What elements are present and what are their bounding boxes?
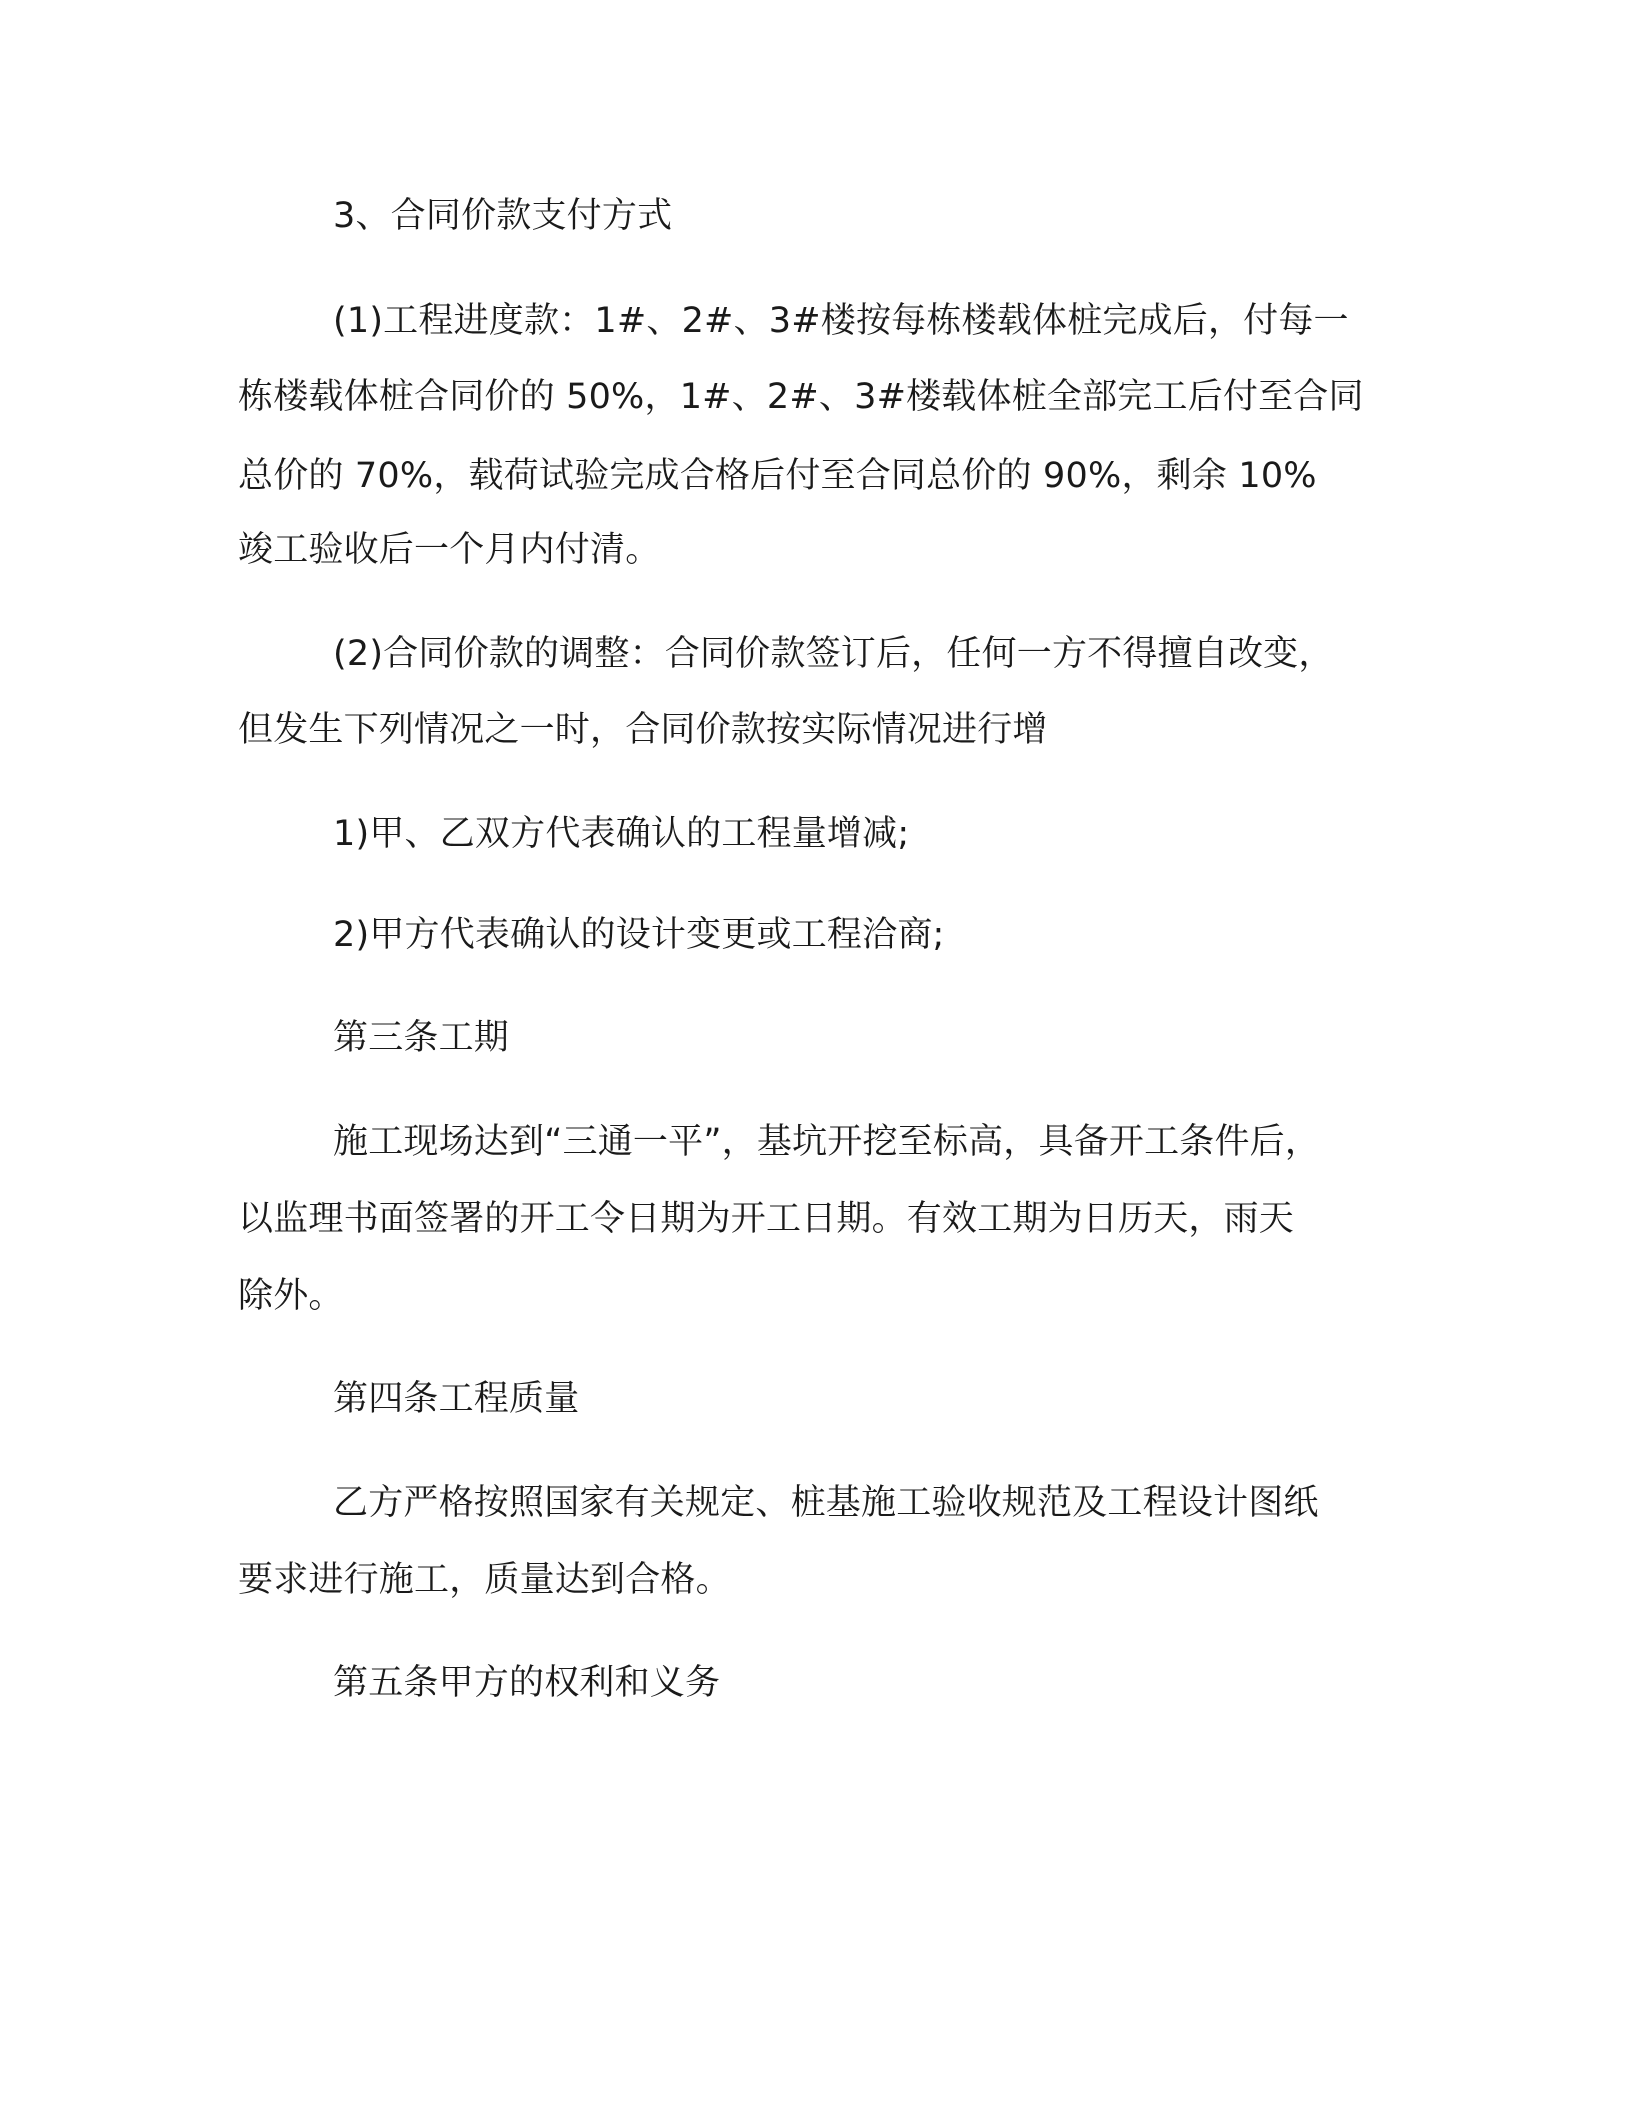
paragraph-schedule-line-3: 除外。 [238,1276,344,1316]
heading-article-3-schedule: 第三条工期 [333,1018,510,1058]
paragraph-progress-payment-line-4: 竣工验收后一个月内付清。 [238,530,661,570]
list-item-design-change: 2)甲方代表确认的设计变更或工程洽商; [333,915,945,955]
paragraph-quality-line-2: 要求进行施工，质量达到合格。 [238,1560,731,1600]
paragraph-progress-payment-line-1: (1)工程进度款：1#、2#、3#楼按每栋楼载体桩完成后，付每一 [333,301,1349,341]
heading-article-4-quality: 第四条工程质量 [333,1379,580,1419]
paragraph-schedule-line-1: 施工现场达到“三通一平”，基坑开挖至标高，具备开工条件后， [333,1122,1321,1162]
heading-payment-method: 3、合同价款支付方式 [333,196,673,236]
paragraph-schedule-line-2: 以监理书面签署的开工令日期为开工日期。有效工期为日历天，雨天 [238,1199,1295,1239]
paragraph-progress-payment-line-2: 栋楼载体桩合同价的 50%，1#、2#、3#楼载体桩全部完工后付至合同 [238,377,1364,417]
paragraph-price-adjustment-line-2: 但发生下列情况之一时，合同价款按实际情况进行增 [238,710,1048,750]
list-item-quantity-change: 1)甲、乙双方代表确认的工程量增减; [333,814,910,854]
heading-article-5-party-a-rights: 第五条甲方的权利和义务 [333,1663,721,1703]
paragraph-progress-payment-line-3: 总价的 70%，载荷试验完成合格后付至合同总价的 90%，剩余 10% [238,456,1317,496]
paragraph-quality-line-1: 乙方严格按照国家有关规定、桩基施工验收规范及工程设计图纸 [333,1483,1319,1523]
paragraph-price-adjustment-line-1: (2)合同价款的调整：合同价款签订后，任何一方不得擅自改变， [333,634,1334,674]
